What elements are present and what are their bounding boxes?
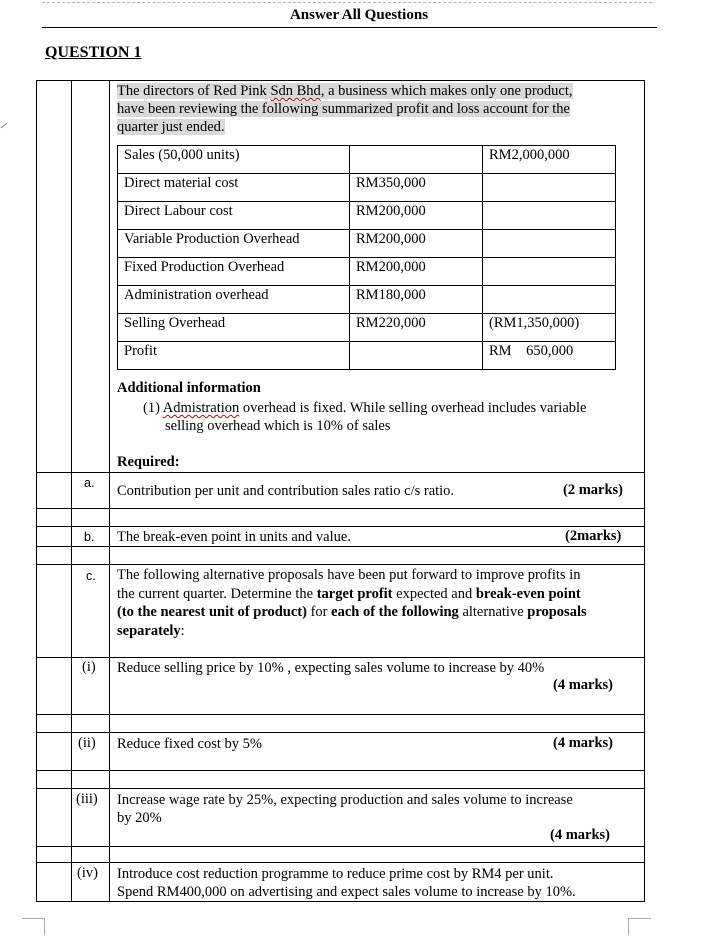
row-rule — [36, 564, 645, 565]
question-i-text: Reduce selling price by 10% , expecting sales volume to increase by 40% — [117, 660, 545, 676]
row-rule — [36, 770, 645, 771]
profit-loss-table — [117, 145, 616, 370]
header-title: Answer All Questions — [289, 7, 429, 23]
table-row: Administration overhead RM180,000 — [118, 286, 616, 314]
question-b-text: The break-even point in units and value. — [117, 529, 351, 545]
table-row: Sales (50,000 units) RM2,000,000 — [118, 146, 616, 174]
grid-left-border — [36, 80, 37, 902]
margin-mark — [0, 123, 7, 128]
question-ii-marks: (4 marks) — [553, 735, 614, 751]
question-b-label: b. — [84, 530, 95, 544]
additional-info-item: (1) Admistration overhead is fixed. While selling overhead includes variable selling overhead which is 10% of sales — [143, 400, 587, 434]
question-a-label: a. — [84, 476, 95, 490]
question-title: QUESTION 1 — [45, 44, 142, 61]
page-corner-mark-left — [22, 918, 45, 935]
grid-right-border — [644, 80, 645, 902]
row-rule — [36, 508, 645, 509]
additional-info-title: Additional information — [117, 380, 261, 396]
grid-col-divider-1 — [71, 80, 72, 902]
row-rule — [36, 472, 645, 473]
question-ii-text: Reduce fixed cost by 5% — [117, 736, 262, 752]
intro-line-1: The directors of Red Pink Sdn Bhd, a business which makes only one product, — [117, 83, 573, 99]
table-row: Profit RM 650,000 — [118, 342, 616, 370]
table-row: Selling Overhead RM220,000 (RM1,350,000) — [118, 314, 616, 342]
intro-line-3: quarter just ended. — [117, 119, 225, 135]
question-a-text: Contribution per unit and contribution sales ratio c/s ratio. — [117, 483, 455, 499]
header-rule — [42, 27, 657, 28]
grid-top-border — [36, 80, 645, 81]
row-rule — [36, 732, 645, 733]
question-i-marks: (4 marks) — [553, 677, 614, 693]
question-iii-text: Increase wage rate by 25%, expecting production and sales volume to increase by 20% — [117, 792, 573, 826]
grid-col-divider-2 — [109, 80, 110, 902]
question-c-text: The following alternative proposals have been put forward to improve profits in the current quarter. Determine the target profit expected and break-even point (to the nearest unit of product) for each of the following alternative proposals separately: — [117, 567, 587, 639]
intro-line-2: have been reviewing the following summarized profit and loss account for the — [117, 101, 570, 117]
page-top-border — [42, 2, 652, 3]
grid-bottom-border — [36, 901, 645, 902]
row-rule — [36, 846, 645, 847]
row-rule — [36, 526, 645, 527]
table-row: Variable Production Overhead RM200,000 — [118, 230, 616, 258]
question-iii-marks: (4 marks) — [550, 827, 611, 843]
question-b-marks: (2marks) — [565, 528, 622, 544]
table-row: Direct material cost RM350,000 — [118, 174, 616, 202]
row-rule — [36, 546, 645, 547]
row-rule — [36, 714, 645, 715]
question-iv-text: Introduce cost reduction programme to reduce prime cost by RM4 per unit. Spend RM400,000 on advertising and expect sales volume to increase by 10%. — [117, 866, 576, 900]
page-corner-mark-right — [628, 918, 651, 935]
table-row: Direct Labour cost RM200,000 — [118, 202, 616, 230]
row-rule — [36, 657, 645, 658]
required-heading: Required: — [117, 454, 180, 470]
question-a-marks: (2 marks) — [563, 482, 624, 498]
question-c-label: c. — [86, 569, 96, 583]
question-iv-label: (iv) — [77, 865, 98, 881]
row-rule — [36, 788, 645, 789]
row-rule — [36, 862, 645, 863]
question-i-label: (i) — [82, 659, 96, 675]
question-iii-label: (iii) — [76, 791, 98, 807]
intro-paragraph — [117, 82, 639, 136]
question-ii-label: (ii) — [78, 735, 96, 751]
table-row: Fixed Production Overhead RM200,000 — [118, 258, 616, 286]
